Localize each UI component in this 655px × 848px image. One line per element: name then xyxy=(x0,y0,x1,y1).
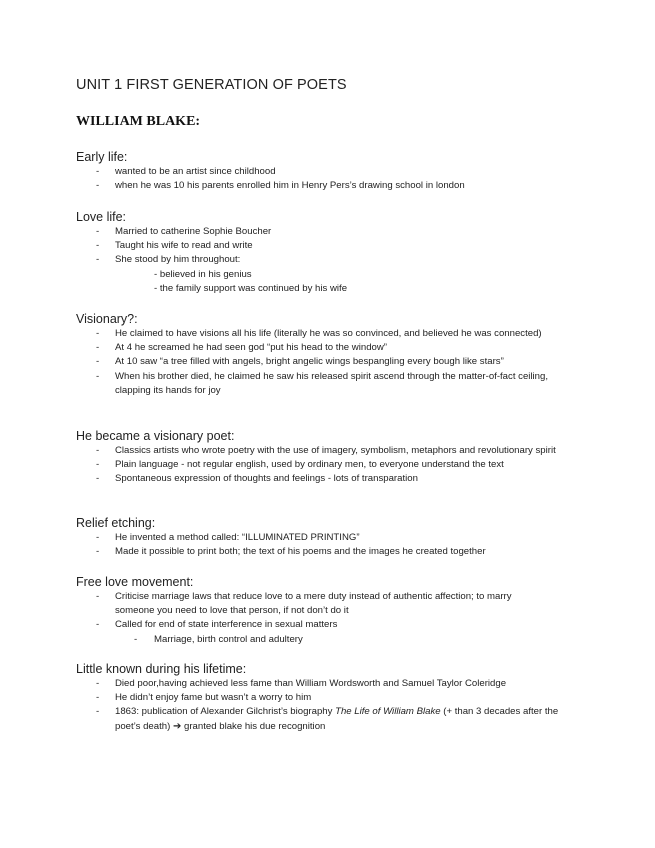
section-heading: Free love movement: xyxy=(76,575,194,589)
bullet-dash: - xyxy=(96,370,100,382)
list-item-text: When his brother died, he claimed he saw his released spirit ascend through the matter-of-fact ceiling, clapping its hands for joy xyxy=(115,370,549,396)
section-free-love xyxy=(76,574,576,647)
page-title: UNIT 1 FIRST GENERATION OF POETS xyxy=(76,77,347,93)
bullet-list xyxy=(76,677,576,734)
list-item xyxy=(76,677,576,691)
list-item-text: granted blake his due recognition xyxy=(181,720,326,732)
list-item xyxy=(76,531,576,545)
list-item xyxy=(76,705,576,733)
list-item xyxy=(76,165,576,179)
section-visionary-poet xyxy=(76,428,576,487)
list-item-text: Called for end of state interference in sexual matters xyxy=(115,619,338,631)
bullet-dash: - xyxy=(96,591,100,602)
section-heading: He became a visionary poet: xyxy=(76,429,235,443)
bullet-dash: - xyxy=(96,342,100,354)
list-item xyxy=(76,458,576,472)
poet-heading: WILLIAM BLAKE: xyxy=(76,114,201,129)
list-item xyxy=(76,225,576,239)
bullet-dash: - xyxy=(96,546,100,558)
bullet-dash: - xyxy=(134,633,138,645)
bullet-dash: - xyxy=(96,473,100,485)
sub-item: - believed in his genius xyxy=(154,268,252,280)
list-item xyxy=(76,239,576,253)
list-item-text: 1863: publication of Alexander Gilchrist’s biography xyxy=(115,706,336,718)
list-item-text: Criticise marriage laws that reduce love to a mere duty instead of authentic affection; to marry someone you need to love that person, if not don’t do it xyxy=(115,591,512,617)
list-item xyxy=(76,327,576,341)
list-item xyxy=(76,618,576,632)
bullet-list xyxy=(76,590,576,633)
section-heading: Visionary?: xyxy=(76,312,138,326)
bullet-dash: - xyxy=(96,166,100,177)
bullet-list xyxy=(76,444,576,487)
section-little-known xyxy=(76,661,576,734)
bullet-dash: - xyxy=(96,692,100,704)
list-item xyxy=(76,179,576,193)
book-title: The Life of William Blake xyxy=(335,706,441,718)
list-item-text: Classics artists who wrote poetry with the use of imagery, symbolism, metaphors and revolutionary spirit xyxy=(115,445,556,456)
sub-item-text: Marriage, birth control and adultery xyxy=(154,633,303,645)
bullet-dash: - xyxy=(96,328,100,339)
section-heading: Relief etching: xyxy=(76,516,156,530)
list-item xyxy=(76,341,576,355)
bullet-dash: - xyxy=(96,226,100,237)
bullet-dash: - xyxy=(96,254,100,266)
section-heading: Love life: xyxy=(76,210,127,224)
bullet-dash: - xyxy=(96,532,100,543)
bullet-dash: - xyxy=(96,445,100,456)
list-item xyxy=(76,691,576,705)
bullet-dash: - xyxy=(96,706,100,718)
section-love-life xyxy=(76,209,576,296)
list-item-text: Died poor,having achieved less fame than William Wordsworth and Samuel Taylor Coleridge xyxy=(115,678,507,689)
section-relief-etching xyxy=(76,515,576,559)
bullet-dash: - xyxy=(96,619,100,631)
list-item xyxy=(76,472,576,486)
list-item-text: He claimed to have visions all his life (literally he was so convinced, and believed he was connected) xyxy=(115,328,542,339)
bullet-list xyxy=(76,225,576,268)
list-item-text: when he was 10 his parents enrolled him in Henry Pers’s drawing school in london xyxy=(115,180,465,192)
list-item-text: Spontaneous expression of thoughts and feelings - lots of transparation xyxy=(115,473,418,485)
bullet-list xyxy=(76,531,576,559)
list-item xyxy=(76,370,576,398)
list-item xyxy=(76,590,545,618)
section-early-life xyxy=(76,149,576,193)
bullet-list xyxy=(76,165,576,193)
list-item-text: She stood by him throughout: xyxy=(115,254,241,266)
sub-item xyxy=(76,633,576,647)
sub-item: - the family support was continued by his wife xyxy=(154,282,348,294)
bullet-dash: - xyxy=(96,240,100,252)
list-item-text: (+ than 3 decades after the poet’s death) xyxy=(115,706,559,732)
section-heading: Early life: xyxy=(76,150,128,164)
bullet-dash: - xyxy=(96,356,100,368)
list-item-text: Married to catherine Sophie Boucher xyxy=(115,226,272,237)
arrow-icon: ➔ xyxy=(172,720,182,732)
list-item-text: wanted to be an artist since childhood xyxy=(115,166,276,177)
bullet-dash: - xyxy=(96,180,100,192)
bullet-dash: - xyxy=(96,459,100,471)
list-item-text: Made it possible to print both; the text of his poems and the images he created together xyxy=(115,546,486,558)
list-item xyxy=(76,253,576,267)
list-item-text: Plain language - not regular english, used by ordinary men, to everyone understand the text xyxy=(115,459,504,471)
bullet-dash: - xyxy=(96,678,100,689)
list-item-text: He invented a method called: “ILLUMINATED PRINTING” xyxy=(115,532,360,543)
list-item xyxy=(76,545,576,559)
bullet-list xyxy=(76,327,576,398)
section-visionary xyxy=(76,311,576,398)
list-item-text: At 10 saw “a tree filled with angels, bright angelic wings bespangling every bough like stars” xyxy=(115,356,504,368)
list-item xyxy=(76,355,576,369)
list-item-text: At 4 he screamed he had seen god “put his head to the window” xyxy=(115,342,387,354)
list-item-text: He didn’t enjoy fame but wasn’t a worry to him xyxy=(115,692,312,704)
list-item xyxy=(76,444,576,458)
list-item-text: Taught his wife to read and write xyxy=(115,240,253,252)
section-heading: Little known during his lifetime: xyxy=(76,662,247,676)
